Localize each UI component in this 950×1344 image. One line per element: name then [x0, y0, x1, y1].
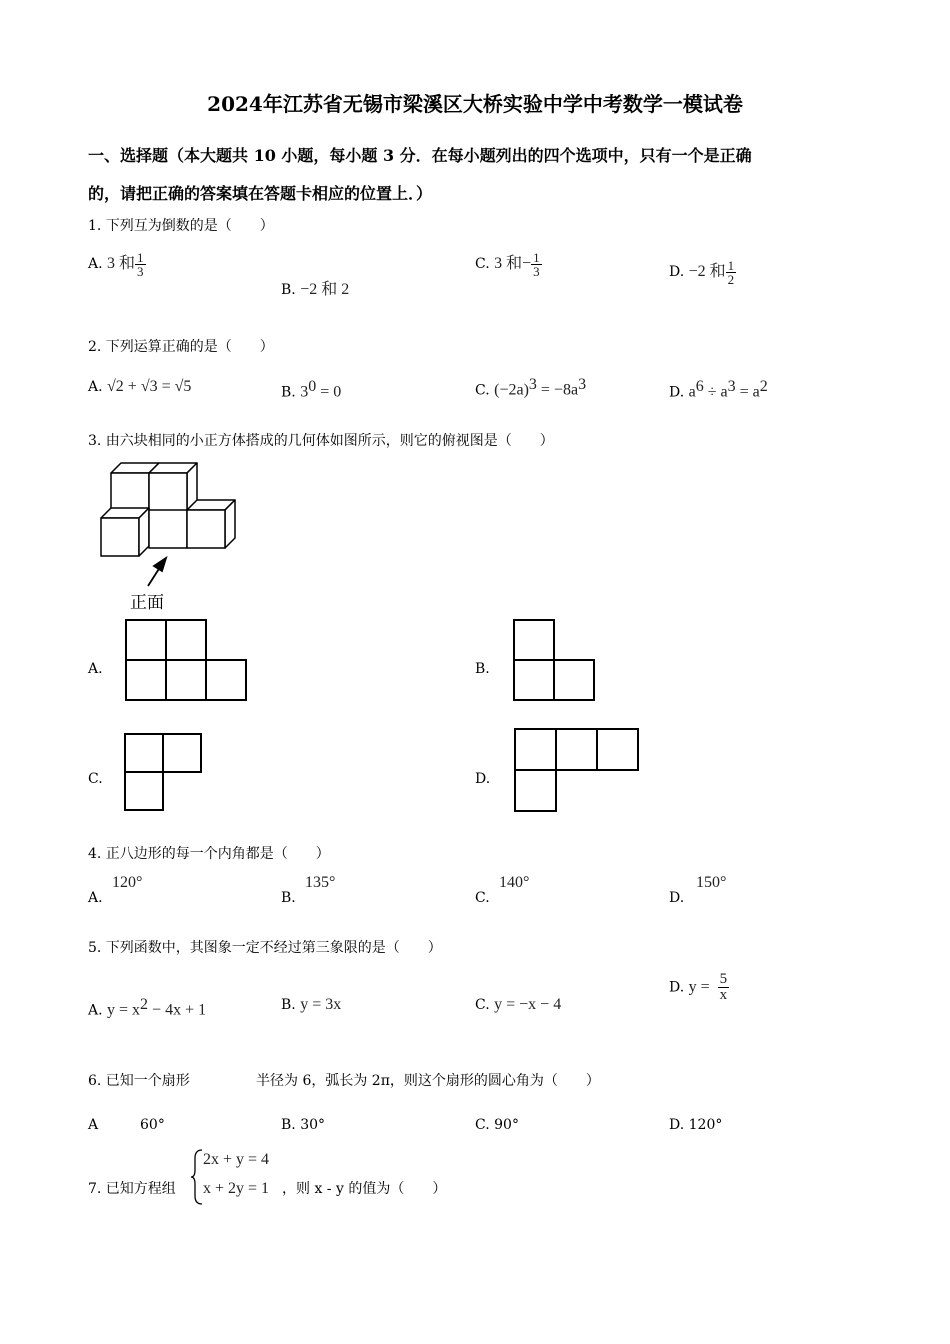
q5-option-a-base: y = x [107, 1001, 141, 1019]
q2-option-c-base: (−2a) [494, 381, 529, 399]
q5-option-b-label: B. [281, 997, 296, 1013]
q1-option-d-num: 1 [727, 257, 735, 273]
q2-option-b[interactable] [281, 378, 341, 402]
q7-equation-2: x + 2y = 1 [203, 1180, 270, 1197]
q7-stem-pre: 7. 已知方程组 [88, 1181, 176, 1197]
q2-option-d-exp2: 3 [727, 378, 736, 395]
q5-option-c-label: C. [475, 997, 490, 1013]
q3-option-b-label[interactable]: B. [475, 661, 490, 677]
q1-option-a-pre: 3 和 [107, 255, 136, 272]
q6-option-a-value: 60° [140, 1117, 165, 1133]
q1-option-a-num: 1 [137, 249, 144, 265]
q3-option-d-figure[interactable] [513, 727, 641, 813]
q6-option-c[interactable] [475, 1117, 519, 1133]
q4-option-c-label[interactable]: C. [475, 890, 490, 906]
q1-option-d-pre: −2 和 [688, 263, 726, 280]
q3-front-label: 正面 [130, 593, 164, 613]
q2-option-c-label: C. [475, 382, 490, 399]
q5-option-a-exp: 2 [140, 996, 149, 1013]
q2-option-a-label: A. [88, 379, 103, 395]
q3-cube-figure [96, 458, 246, 618]
q6-option-c-label: C. [475, 1117, 490, 1133]
q5-option-a-rest: − 4x + 1 [148, 1001, 207, 1019]
q1-option-d-label: D. [669, 264, 685, 280]
q6-option-b[interactable] [281, 1117, 325, 1133]
q2-option-b-label: B. [281, 384, 296, 401]
q5-option-d[interactable] [669, 972, 729, 1003]
q2-option-d-label: D. [669, 384, 685, 401]
q4-option-c-value: 140° [499, 874, 530, 891]
q3-option-a-figure[interactable] [124, 618, 250, 703]
q5-option-a[interactable] [88, 996, 206, 1020]
page-title: 2024年江苏省无锡市梁溪区大桥实验中学中考数学一模试卷 [207, 92, 743, 116]
q5-option-d-num: 5 [719, 971, 728, 987]
q1-option-b-label: B. [281, 282, 296, 298]
q6-option-b-value: 30° [300, 1117, 326, 1133]
q2-option-d[interactable] [669, 378, 768, 402]
q2-option-a-text: √2 + √3 = √5 [107, 378, 192, 395]
q4-option-a-label[interactable]: A. [88, 890, 103, 906]
q2-option-c[interactable] [475, 376, 586, 400]
q1-option-b[interactable] [281, 276, 349, 299]
q5-option-b-text: y = 3x [300, 996, 342, 1013]
q3-option-b-figure[interactable] [512, 618, 598, 703]
q1-option-d[interactable] [669, 258, 736, 286]
q2-option-c-exp2: 3 [578, 376, 587, 393]
q2-option-b-rest: = 0 [316, 383, 342, 401]
q6-option-b-label: B. [281, 1117, 296, 1133]
q4-stem: 4. 正八边形的每一个内角都是（ ） [88, 846, 330, 862]
q4-option-b-label[interactable]: B. [281, 890, 296, 906]
q2-option-d-exp3: 2 [759, 378, 768, 395]
q1-option-c-sign: − [522, 255, 532, 272]
q5-option-c[interactable] [475, 996, 561, 1014]
q1-option-c-pre: 3 和 [494, 255, 523, 272]
q1-option-c-den: 3 [533, 263, 540, 279]
q7-equation-1: 2x + y = 4 [203, 1151, 270, 1168]
q5-option-c-text: y = −x − 4 [494, 996, 562, 1013]
q5-option-a-label: A. [88, 1002, 103, 1019]
q6-stem-a: 6. 已知一个扇形 [88, 1073, 190, 1089]
q5-option-d-den: x [719, 987, 728, 1003]
q2-option-d-base: a [688, 383, 696, 401]
q6-option-d[interactable] [669, 1117, 722, 1133]
q1-stem: 1. 下列互为倒数的是（ ） [88, 218, 274, 234]
q6-option-d-value: 120° [688, 1117, 723, 1133]
q5-option-d-pre: y = [688, 978, 710, 996]
q1-option-a-label: A. [88, 256, 103, 272]
q3-stem: 3. 由六块相同的小正方体搭成的几何体如图所示，则它的俯视图是（ ） [88, 433, 554, 449]
q1-option-c[interactable] [475, 250, 542, 278]
q4-option-d-value: 150° [696, 874, 727, 891]
q5-option-d-label: D. [669, 979, 685, 996]
q1-option-b-text: −2 和 2 [300, 281, 350, 298]
q5-stem: 5. 下列函数中，其图象一定不经过第三象限的是（ ） [88, 940, 442, 956]
q6-option-c-value: 90° [494, 1117, 519, 1133]
q1-option-c-num: 1 [533, 249, 540, 265]
q2-option-b-exp: 0 [308, 378, 317, 395]
q3-option-c-label[interactable]: C. [88, 771, 103, 787]
q7-brace [190, 1148, 204, 1206]
q2-option-b-base: 3 [300, 383, 309, 401]
q6-option-a-label[interactable]: A [88, 1117, 99, 1133]
q2-option-c-exp: 3 [528, 376, 537, 393]
q1-option-c-label: C. [475, 256, 490, 272]
q1-option-a-den: 3 [137, 263, 144, 279]
q2-option-d-mid: ÷ a [703, 383, 728, 401]
q5-option-b[interactable] [281, 996, 341, 1014]
q2-option-d-exp: 6 [695, 378, 704, 395]
section-heading-line2: 的，请把正确的答案填在答题卡相应的位置上．） [88, 184, 433, 203]
section-heading-line1: 一、选择题（本大题共 10 小题，每小题 3 分．在每小题列出的四个选项中，只有一个是正确 [88, 146, 752, 165]
q1-option-d-den: 2 [727, 271, 735, 287]
q3-option-d-label[interactable]: D. [475, 771, 491, 787]
q4-option-b-value: 135° [305, 874, 336, 891]
q2-option-c-mid: = −8a [536, 381, 579, 399]
q2-stem: 2. 下列运算正确的是（ ） [88, 339, 274, 355]
q6-stem-b: 半径为 6，弧长为 2π，则这个扇形的圆心角为（ ） [256, 1073, 600, 1089]
q2-option-d-mid2: = a [735, 383, 760, 401]
q4-option-d-label[interactable]: D. [669, 890, 685, 906]
q1-option-a[interactable] [88, 250, 146, 278]
q7-stem-post: ，则 x - y 的值为（ ） [282, 1181, 447, 1197]
q6-option-d-label: D. [669, 1117, 685, 1133]
q3-option-a-label[interactable]: A. [88, 661, 103, 677]
q3-option-c-figure[interactable] [123, 732, 205, 812]
q4-option-a-value: 120° [112, 874, 143, 891]
q2-option-a[interactable] [88, 378, 191, 396]
